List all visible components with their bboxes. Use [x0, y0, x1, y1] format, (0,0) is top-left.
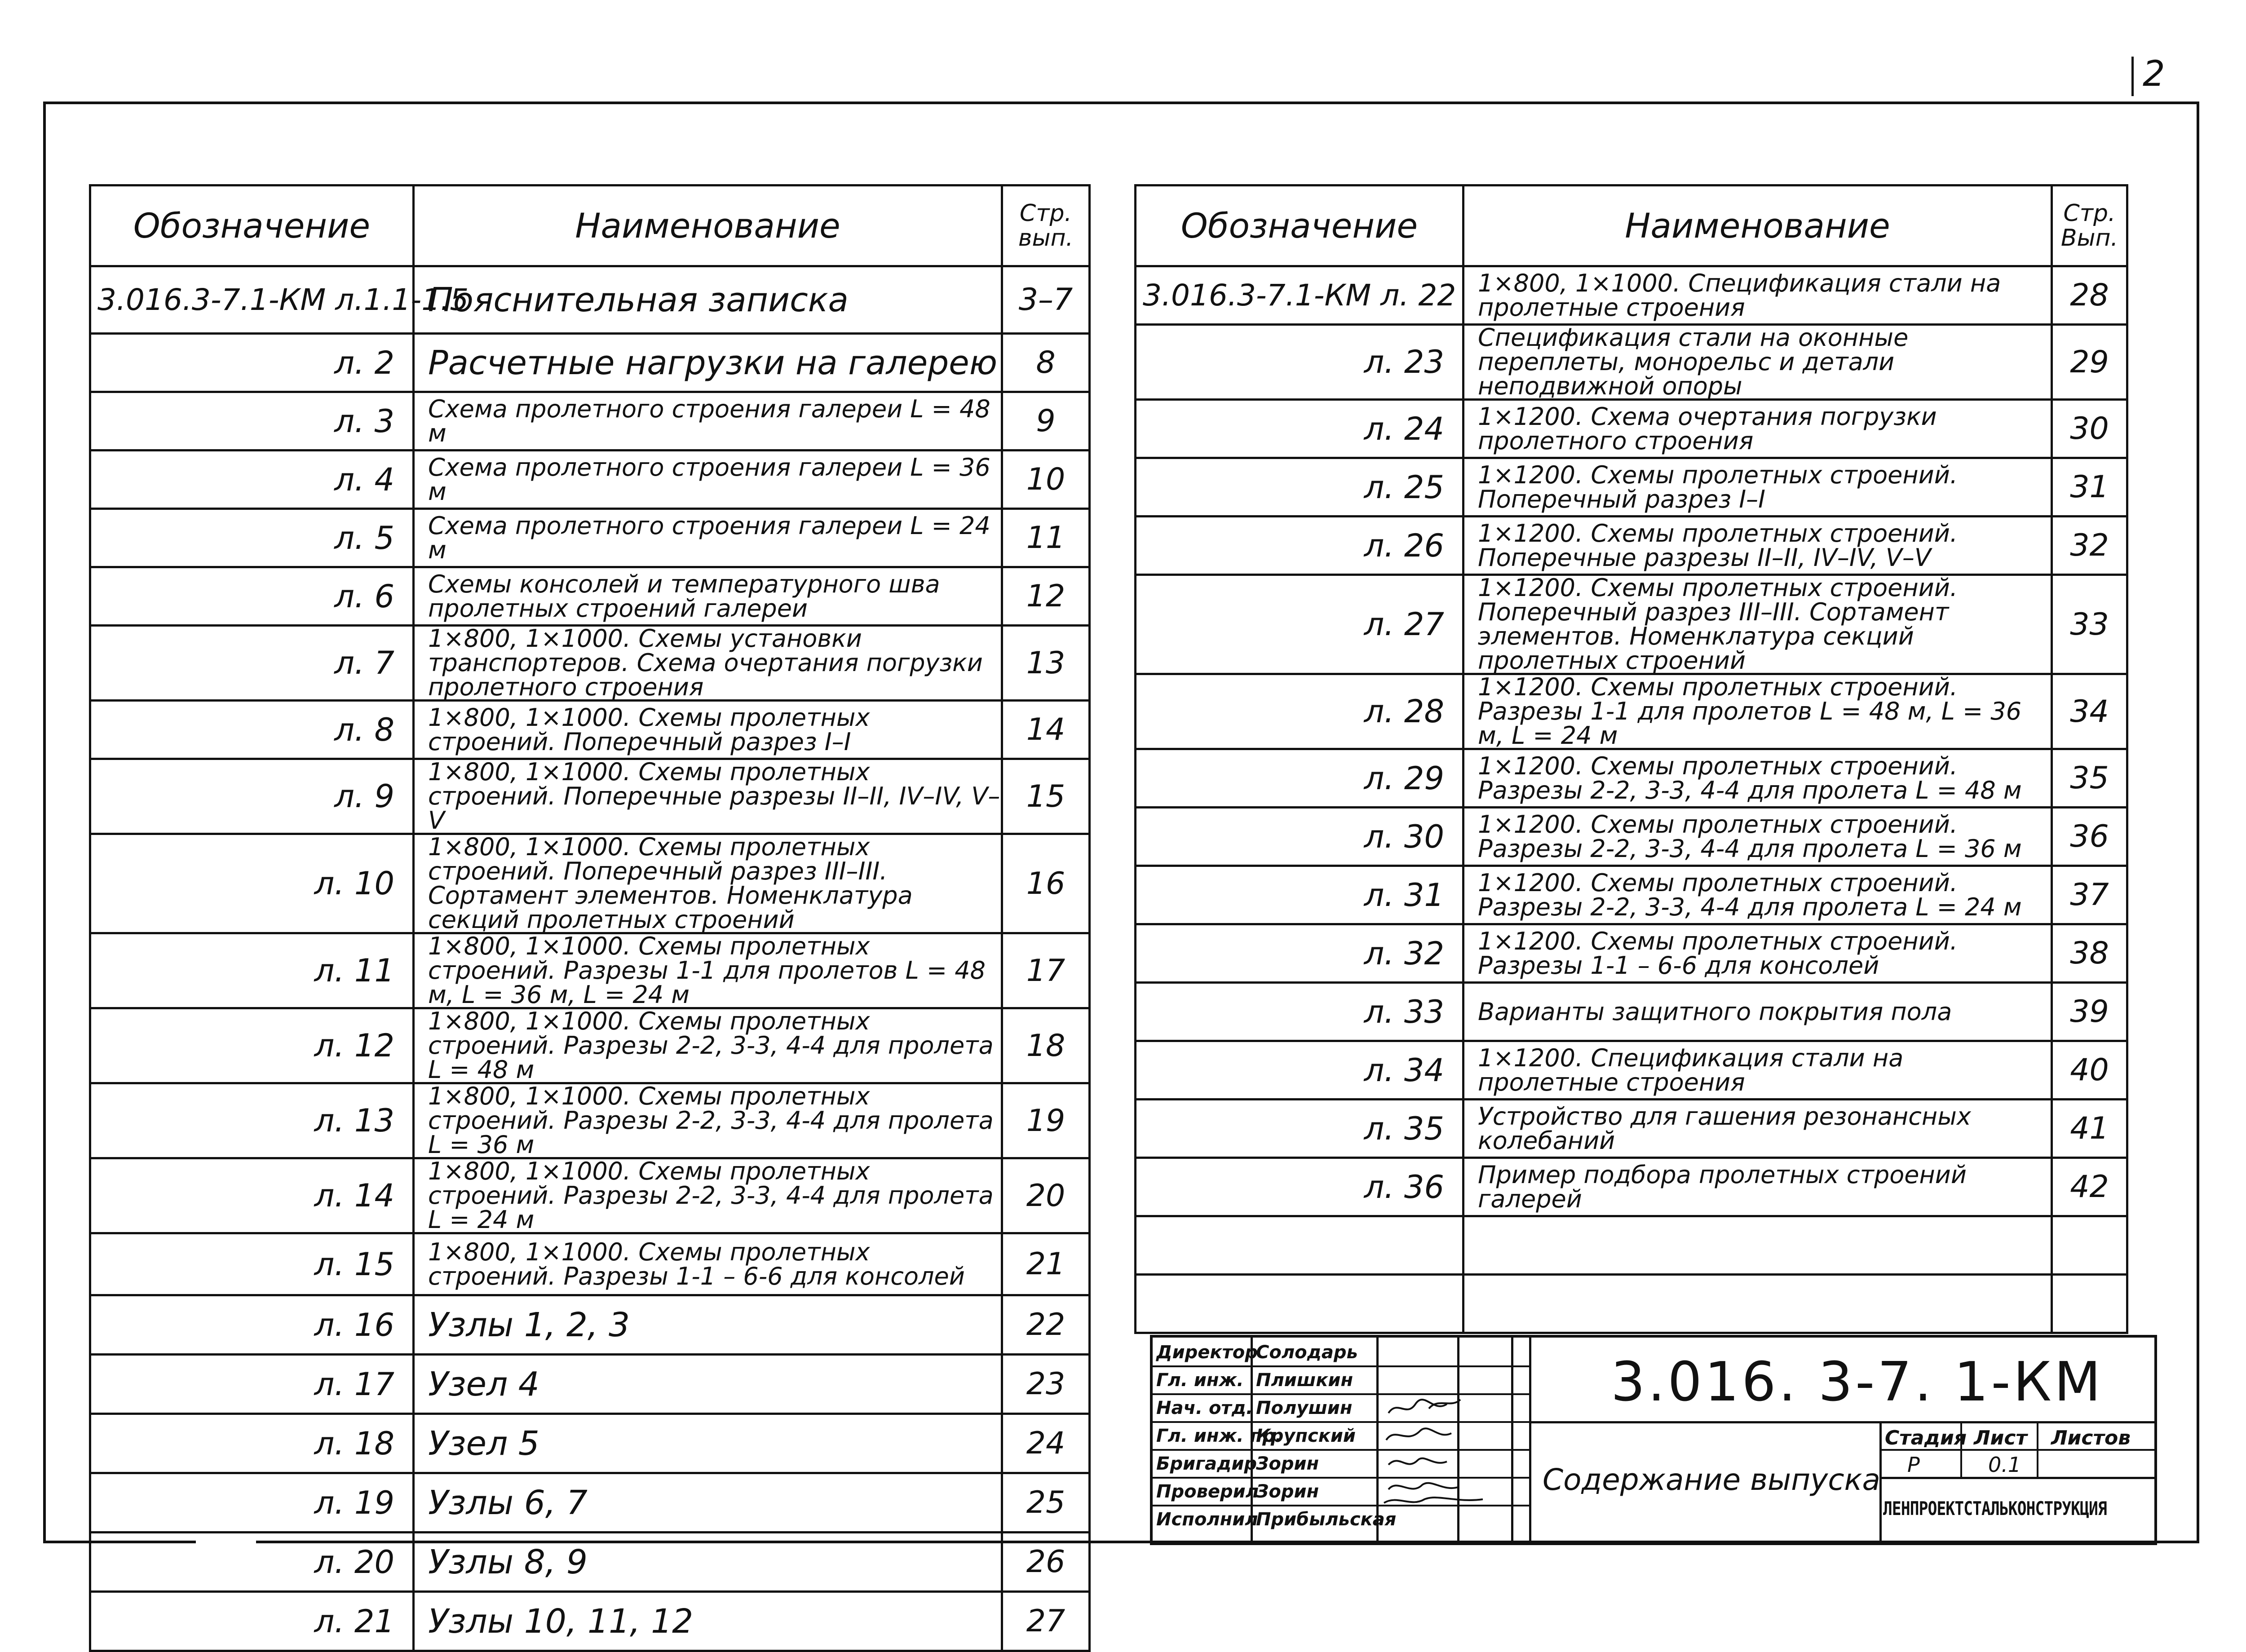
sheet-title: Схема пролетного строения галереи L = 24 м	[414, 509, 1002, 567]
sheet-designation: л. 23	[1136, 325, 1463, 400]
table-row	[1136, 1158, 2127, 1216]
sheet-title: Схемы консолей и температурного шва пролетных строений галереи	[414, 567, 1002, 626]
table-row	[1136, 983, 2127, 1041]
page-number: 34	[2052, 674, 2127, 749]
table-row	[90, 1533, 1090, 1592]
page-number: 3–7	[1002, 266, 1090, 334]
name-header: Наименование	[1463, 186, 2052, 266]
sheet-title: 1×1200. Схемы пролетных строений. Поперечные разрезы II–II, IV–IV, V–V	[1463, 517, 2052, 575]
page-number: 17	[1002, 933, 1090, 1008]
sheet-title: Узлы 10, 11, 12	[414, 1592, 1002, 1651]
stage-label: Стадия	[1885, 1427, 1967, 1449]
page-number: 23	[1002, 1355, 1090, 1414]
table-row	[90, 451, 1090, 509]
right-contents-table	[1134, 184, 2128, 1334]
sheet-title: 1×800, 1×1000. Схемы пролетных строений. Поперечный разрез I–I	[414, 701, 1002, 759]
sheet-title: 1×1200. Схемы пролетных строений. Разрезы 2-2, 3-3, 4-4 для пролета L = 48 м	[1463, 749, 2052, 808]
sheet-title: 1×800, 1×1000. Схемы пролетных строений. Поперечные разрезы II–II, IV–IV, V–V	[414, 759, 1002, 834]
sheet-designation: л. 27	[1136, 575, 1463, 674]
sheet-number-divider	[2131, 57, 2134, 96]
sheet-designation: л. 10	[90, 834, 414, 933]
page-number: 16	[1002, 834, 1090, 933]
title-block	[1150, 1335, 2157, 1545]
page-number: 35	[2052, 749, 2127, 808]
page-number: 36	[2052, 808, 2127, 866]
sheet-title: Схема пролетного строения галереи L = 48 м	[414, 392, 1002, 451]
page-number: 41	[2052, 1100, 2127, 1158]
sheet-designation: л. 32	[1136, 924, 1463, 983]
page-number: 21	[1002, 1233, 1090, 1295]
signatory-role: Нач. отд.	[1156, 1398, 1253, 1418]
sheet-title: 1×1200. Схемы пролетных строений. Разрезы 1-1 для пролетов L = 48 м, L = 36 м, L = 24 м	[1463, 674, 2052, 749]
page-number: 15	[1002, 759, 1090, 834]
sheet-designation: л. 35	[1136, 1100, 1463, 1158]
sheet-designation: л. 28	[1136, 674, 1463, 749]
sheet-title: 1×800, 1×1000. Схемы пролетных строений. Разрезы 1-1 – 6-6 для консолей	[414, 1233, 1002, 1295]
table-row	[1136, 924, 2127, 983]
sheet-designation: л. 16	[90, 1295, 414, 1355]
sheet-title: 1×800, 1×1000. Схемы пролетных строений. Разрезы 2-2, 3-3, 4-4 для пролета L = 24 м	[414, 1158, 1002, 1233]
sheet-title: Варианты защитного покрытия пола	[1463, 983, 2052, 1041]
sheet-title: Пример подбора пролетных строений галерей	[1463, 1158, 2052, 1216]
sheet-title: Узлы 6, 7	[414, 1473, 1002, 1533]
page-number: 42	[2052, 1158, 2127, 1216]
sheet-designation: л. 11	[90, 933, 414, 1008]
page-number: 40	[2052, 1041, 2127, 1100]
page-number: 11	[1002, 509, 1090, 567]
sheet-title: 1×1200. Схемы пролетных строений. Разрезы 1-1 – 6-6 для консолей	[1463, 924, 2052, 983]
table-row	[1136, 749, 2127, 808]
page-number: 10	[1002, 451, 1090, 509]
sheet-designation: л. 19	[90, 1473, 414, 1533]
table-row	[90, 1414, 1090, 1473]
sheet-designation: л. 31	[1136, 866, 1463, 924]
left-contents-table	[89, 184, 1091, 1652]
signatory-role: Директор	[1156, 1342, 1258, 1363]
sheet-designation	[1136, 1275, 1463, 1333]
sheet-designation: л. 24	[1136, 400, 1463, 458]
page-number: 37	[2052, 866, 2127, 924]
page-number: 29	[2052, 325, 2127, 400]
sheet-designation: л. 33	[1136, 983, 1463, 1041]
sheet-designation: л. 6	[90, 567, 414, 626]
table-row	[90, 933, 1090, 1008]
signatory-role: Гл. инж.	[1156, 1370, 1244, 1391]
table-row	[1136, 674, 2127, 749]
table-row	[90, 701, 1090, 759]
sheet-title: Схема пролетного строения галереи L = 36 м	[414, 451, 1002, 509]
sheet-designation: 3.016.3-7.1-КМ л.1.1-1.5	[90, 266, 414, 334]
table-row	[90, 1008, 1090, 1083]
sheet-designation: л. 13	[90, 1083, 414, 1158]
sheet-designation: л. 21	[90, 1592, 414, 1651]
page-number: 12	[1002, 567, 1090, 626]
sheet-title: Узлы 1, 2, 3	[414, 1295, 1002, 1355]
signatory-role: Гл. инж. пр.	[1156, 1426, 1282, 1446]
page-number: 33	[2052, 575, 2127, 674]
sheet-designation: л. 2	[90, 334, 414, 392]
table-row	[90, 834, 1090, 933]
sheet-title: 1×800, 1×1000. Схемы пролетных строений. Разрезы 1-1 для пролетов L = 48 м, L = 36 м, L = 24 м	[414, 933, 1002, 1008]
sheet-title: Узел 4	[414, 1355, 1002, 1414]
table-row	[90, 334, 1090, 392]
table-row	[90, 1295, 1090, 1355]
signatures	[1379, 1395, 1528, 1505]
page-number: 30	[2052, 400, 2127, 458]
table-row	[90, 392, 1090, 451]
sheet-title: 1×800, 1×1000. Схемы установки транспортеров. Схема очертания погрузки пролетного строения	[414, 626, 1002, 701]
sheet-designation: л. 4	[90, 451, 414, 509]
document-title: Содержание выпуска	[1543, 1462, 1880, 1497]
sheet-title: 1×1200. Схема очертания погрузки пролетного строения	[1463, 400, 2052, 458]
sheet-title: 1×800, 1×1000. Схемы пролетных строений. Поперечный разрез III–III. Сортамент элементов. Номенклатура секций пролетных строений	[414, 834, 1002, 933]
sheet-designation: л. 26	[1136, 517, 1463, 575]
table-row	[90, 1083, 1090, 1158]
organization-name: ЛЕНПРОЕКТСТАЛЬКОНСТРУКЦИЯ	[1883, 1497, 2107, 1519]
signatory-name: Плишкин	[1256, 1370, 1353, 1391]
sheet-title: 1×800, 1×1000. Спецификация стали на пролетные строения	[1463, 266, 2052, 325]
page-number: 38	[2052, 924, 2127, 983]
signatory-name: Солодарь	[1256, 1342, 1358, 1363]
page-number: 20	[1002, 1158, 1090, 1233]
signatory-name: Крупский	[1256, 1426, 1356, 1446]
sheet-title: Узлы 8, 9	[414, 1533, 1002, 1592]
sheet-title: Спецификация стали на оконные переплеты, монорельс и детали неподвижной опоры	[1463, 325, 2052, 400]
sheet-title: Пояснительная записка	[414, 266, 1002, 334]
page-number: 13	[1002, 626, 1090, 701]
page-number	[2052, 1216, 2127, 1275]
signatory-name: Прибыльская	[1256, 1509, 1397, 1530]
page-number	[2052, 1275, 2127, 1333]
sheet-designation: л. 17	[90, 1355, 414, 1414]
page-number: 32	[2052, 517, 2127, 575]
table-row	[1136, 1100, 2127, 1158]
sheet-number: 2	[2143, 54, 2165, 94]
sheet-title: Узел 5	[414, 1414, 1002, 1473]
table-row	[1136, 575, 2127, 674]
sheet-title: 1×1200. Схемы пролетных строений. Поперечный разрез III–III. Сортамент элементов. Номенклатура секций пролетных строений	[1463, 575, 2052, 674]
signatory-name: Зорин	[1256, 1453, 1319, 1474]
pages-header: Стр. вып.	[1002, 186, 1090, 266]
page-number: 8	[1002, 334, 1090, 392]
sheet-title: 1×1200. Схемы пролетных строений. Разрезы 2-2, 3-3, 4-4 для пролета L = 36 м	[1463, 808, 2052, 866]
sheet-title	[1463, 1275, 2052, 1333]
sheet-title: 1×1200. Схемы пролетных строений. Разрезы 2-2, 3-3, 4-4 для пролета L = 24 м	[1463, 866, 2052, 924]
sheet-designation: 3.016.3-7.1-КМ л. 22	[1136, 266, 1463, 325]
signatory-role: Бригадир	[1156, 1453, 1257, 1474]
sheet-designation: л. 20	[90, 1533, 414, 1592]
sheets-label: Листов	[2051, 1427, 2131, 1449]
signatory-role: Проверил	[1156, 1481, 1259, 1502]
table-row	[90, 759, 1090, 834]
sheet-designation: л. 9	[90, 759, 414, 834]
sheet-designation: л. 36	[1136, 1158, 1463, 1216]
sheet-title: Расчетные нагрузки на галерею	[414, 334, 1002, 392]
pages-header: Стр. Вып.	[2052, 186, 2127, 266]
sheet-number-rule	[2107, 102, 2197, 103]
document-code: 3.016. 3-7. 1-КМ	[1611, 1351, 2104, 1413]
page-number: 25	[1002, 1473, 1090, 1533]
sheet-designation: л. 3	[90, 392, 414, 451]
page-number: 24	[1002, 1414, 1090, 1473]
table-row	[90, 509, 1090, 567]
name-header: Наименование	[414, 186, 1002, 266]
table-row	[1136, 517, 2127, 575]
sheet-designation: л. 25	[1136, 458, 1463, 517]
signatory-role: Исполнил	[1156, 1509, 1258, 1530]
page-number: 31	[2052, 458, 2127, 517]
designation-header: Обозначение	[90, 186, 414, 266]
table-row	[1136, 400, 2127, 458]
sheet-designation: л. 5	[90, 509, 414, 567]
table-row	[90, 1233, 1090, 1295]
sheet-title: Устройство для гашения резонансных колебаний	[1463, 1100, 2052, 1158]
sheet-title: 1×1200. Спецификация стали на пролетные строения	[1463, 1041, 2052, 1100]
sheet-designation	[1136, 1216, 1463, 1275]
table-row	[90, 1355, 1090, 1414]
sheet-label: Лист	[1974, 1427, 2027, 1449]
page-number: 9	[1002, 392, 1090, 451]
sheet-designation: л. 14	[90, 1158, 414, 1233]
page-number: 27	[1002, 1592, 1090, 1651]
sheet-designation: л. 34	[1136, 1041, 1463, 1100]
sheet-title: 1×800, 1×1000. Схемы пролетных строений. Разрезы 2-2, 3-3, 4-4 для пролета L = 36 м	[414, 1083, 1002, 1158]
table-row	[90, 266, 1090, 334]
sheet-designation: л. 12	[90, 1008, 414, 1083]
page-number: 39	[2052, 983, 2127, 1041]
signatory-name: Зорин	[1256, 1481, 1319, 1502]
sheet-designation: л. 7	[90, 626, 414, 701]
table-row	[1136, 325, 2127, 400]
signatory-name: Полушин	[1256, 1398, 1353, 1418]
table-row	[90, 567, 1090, 626]
page-number: 19	[1002, 1083, 1090, 1158]
sheet-designation: л. 29	[1136, 749, 1463, 808]
table-row	[90, 626, 1090, 701]
table-row	[1136, 458, 2127, 517]
table-row	[90, 1592, 1090, 1651]
page-number: 22	[1002, 1295, 1090, 1355]
designation-header: Обозначение	[1136, 186, 1463, 266]
table-row	[1136, 866, 2127, 924]
table-row	[1136, 266, 2127, 325]
table-row	[1136, 1216, 2127, 1275]
table-row	[1136, 1041, 2127, 1100]
sheet-title: 1×800, 1×1000. Схемы пролетных строений. Разрезы 2-2, 3-3, 4-4 для пролета L = 48 м	[414, 1008, 1002, 1083]
table-row	[90, 1158, 1090, 1233]
sheet-title: 1×1200. Схемы пролетных строений. Поперечный разрез I–I	[1463, 458, 2052, 517]
sheet-designation: л. 18	[90, 1414, 414, 1473]
page-number: 28	[2052, 266, 2127, 325]
sheet-title	[1463, 1216, 2052, 1275]
table-row	[90, 1473, 1090, 1533]
sheet-designation: л. 8	[90, 701, 414, 759]
page-number: 26	[1002, 1533, 1090, 1592]
page-number: 14	[1002, 701, 1090, 759]
table-row	[1136, 1275, 2127, 1333]
sheet-designation: л. 15	[90, 1233, 414, 1295]
stage-value: Р	[1907, 1453, 1920, 1477]
table-row	[1136, 808, 2127, 866]
page-number: 18	[1002, 1008, 1090, 1083]
sheet-designation: л. 30	[1136, 808, 1463, 866]
sheet-value: 0.1	[1988, 1453, 2021, 1477]
